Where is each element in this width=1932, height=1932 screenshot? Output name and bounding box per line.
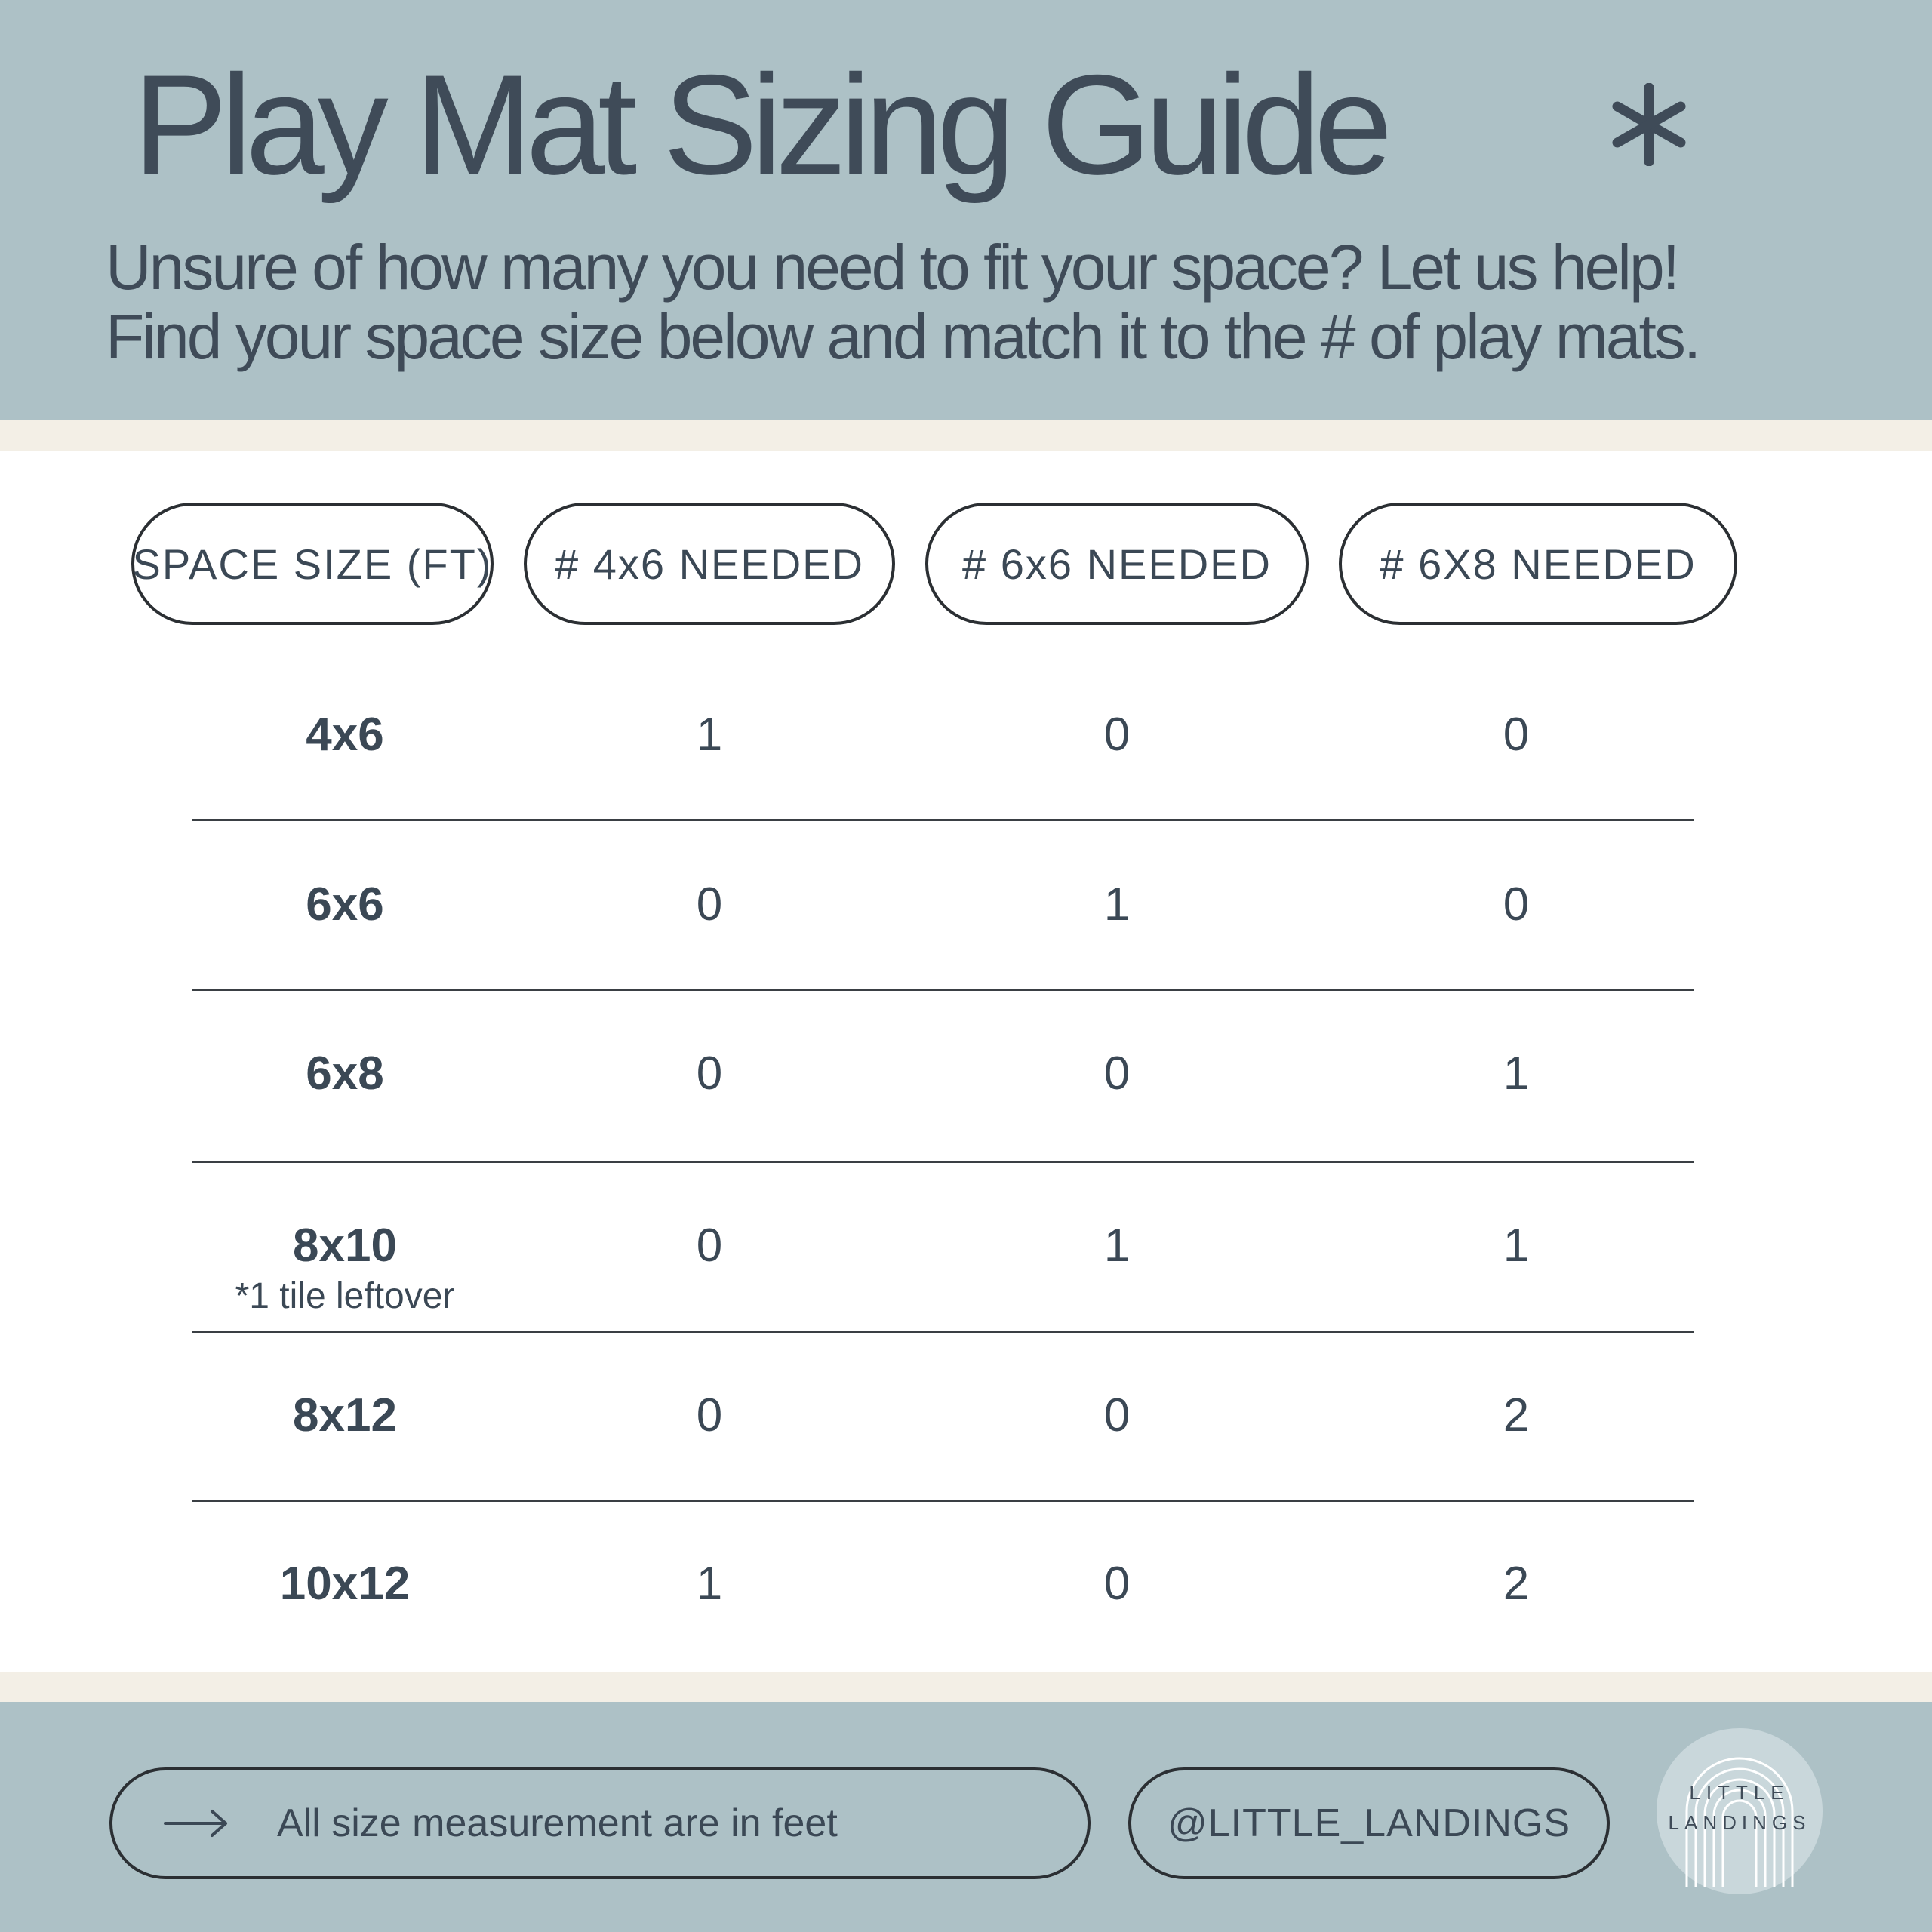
cell-6x8-count: 2: [1503, 1389, 1530, 1441]
cell-4x6-count: 0: [696, 1389, 723, 1441]
logo-text-line-2: LANDINGS: [1668, 1811, 1811, 1834]
cell-6x6-count: 0: [1103, 1048, 1131, 1100]
cell-6x6-count: 0: [1103, 709, 1131, 761]
cell-4x6-count: 0: [696, 878, 723, 931]
cell-4x6-count: 1: [696, 1558, 723, 1610]
cell-6x8-count: 0: [1503, 709, 1530, 761]
page-title: Play Mat Sizing Guide: [133, 45, 1386, 204]
column-header-6x8: # 6X8 NEEDED: [1339, 503, 1737, 625]
social-handle: @LITTLE_LANDINGS: [1167, 1801, 1571, 1845]
cell-4x6-count: 0: [696, 1048, 723, 1100]
page-subtitle: [106, 232, 1699, 371]
cell-size-note: *1 tile leftover: [235, 1276, 455, 1316]
column-header-space-size: SPACE SIZE (FT): [131, 503, 494, 625]
cell-6x6-count: 0: [1103, 1389, 1131, 1441]
column-header-6x6: # 6x6 NEEDED: [925, 503, 1309, 625]
asterisk-icon: [1607, 83, 1690, 166]
subtitle-line-1: Unsure of how many you need to fit your space? Let us help!: [106, 232, 1678, 303]
cell-6x8-count: 1: [1503, 1048, 1530, 1100]
cell-4x6-count: 1: [696, 709, 723, 761]
cell-4x6-count: 0: [696, 1220, 723, 1272]
cell-6x8-count: 2: [1503, 1558, 1530, 1610]
brand-logo: [1657, 1728, 1823, 1894]
cell-space-size: 10x12: [279, 1558, 411, 1610]
cell-6x6-count: 1: [1103, 878, 1131, 931]
cell-6x6-count: 0: [1103, 1558, 1131, 1610]
cell-space-size: 4x6: [306, 709, 384, 761]
measurement-note: All size measurement are in feet: [277, 1801, 838, 1845]
arrow-right-icon: [164, 1808, 229, 1838]
cell-space-size: 8x12: [293, 1389, 397, 1441]
social-handle-pill[interactable]: [1128, 1767, 1610, 1879]
row-divider: [192, 1331, 1694, 1333]
header-panel: [0, 0, 1932, 420]
column-header-4x6: # 4x6 NEEDED: [524, 503, 895, 625]
cell-6x8-count: 1: [1503, 1220, 1530, 1272]
cell-space-size: 8x10: [293, 1220, 397, 1272]
top-divider-band: [0, 420, 1932, 451]
cell-space-size: 6x6: [306, 878, 384, 931]
measurement-note-pill: [109, 1767, 1091, 1879]
row-divider: [192, 819, 1694, 821]
row-divider: [192, 1500, 1694, 1502]
cell-6x6-count: 1: [1103, 1220, 1131, 1272]
logo-text-line-1: LITTLE: [1689, 1781, 1790, 1804]
cell-6x8-count: 0: [1503, 878, 1530, 931]
row-divider: [192, 989, 1694, 991]
subtitle-line-2: Find your space size below and match it to the # of play mats.: [106, 301, 1700, 372]
bottom-divider-band: [0, 1672, 1932, 1702]
row-divider: [192, 1161, 1694, 1163]
cell-space-size: 6x8: [306, 1048, 384, 1100]
